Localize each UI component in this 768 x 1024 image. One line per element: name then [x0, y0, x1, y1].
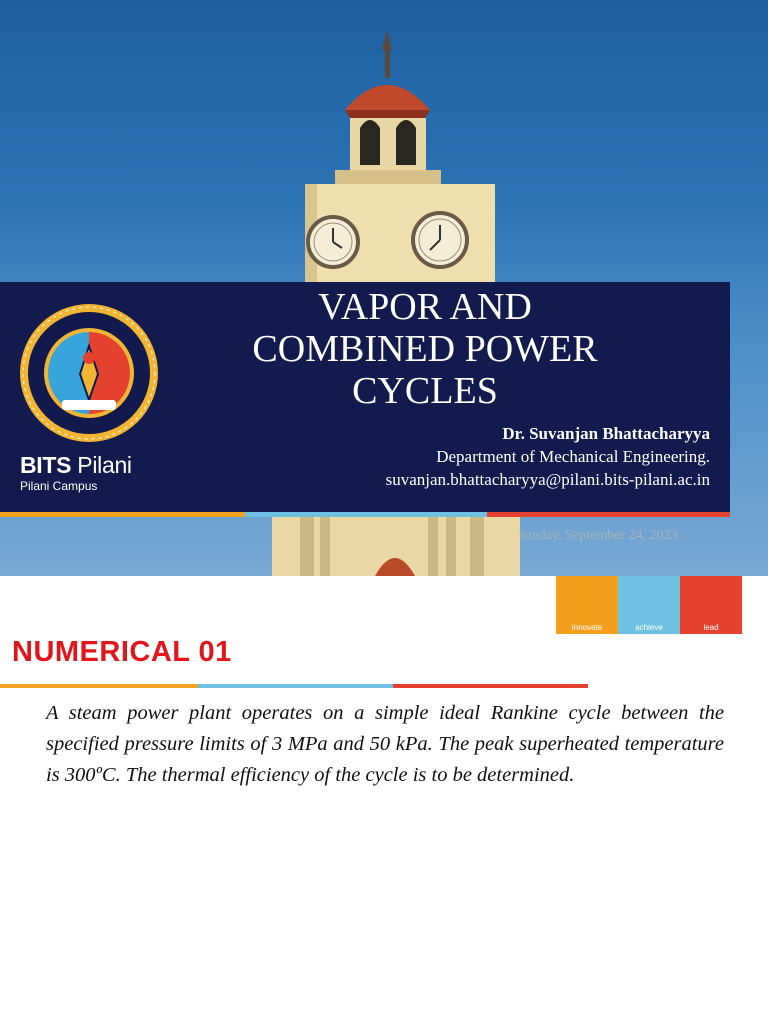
- brand-light: Pilani: [71, 452, 132, 478]
- color-stripe-heading: [0, 684, 588, 688]
- tagline-innovate: [556, 576, 618, 634]
- color-stripe-top: [0, 512, 730, 517]
- author-department: Department of Mechanical Engineering.: [436, 447, 710, 466]
- tagline-achieve-label: achieve: [635, 623, 663, 632]
- brand-block: [20, 452, 132, 493]
- brand-name: [20, 452, 132, 479]
- stripe-blue: [245, 512, 487, 517]
- slide-heading: NUMERICAL 01: [12, 636, 232, 668]
- heading-stripe-yellow: [0, 684, 198, 688]
- title-line-1: VAPOR AND: [318, 286, 532, 328]
- tagline-lead-label: lead: [703, 623, 719, 632]
- author-block: [386, 422, 710, 491]
- heading-stripe-blue: [198, 684, 393, 688]
- presentation-title: [175, 286, 675, 412]
- title-banner: [0, 282, 730, 512]
- tagline-innovate-label: innovate: [571, 623, 603, 632]
- tagline-achieve: [618, 576, 680, 634]
- bits-emblem-icon: [18, 302, 160, 444]
- tagline-banner: [556, 576, 742, 634]
- author-email: suvanjan.bhattacharyya@pilani.bits-pilani.ac.in: [385, 470, 710, 489]
- stripe-red: [487, 512, 730, 517]
- tagline-lead: [680, 576, 742, 634]
- author-name: Dr. Suvanjan Bhattacharyya: [502, 424, 710, 443]
- title-line-2: COMBINED POWER: [252, 328, 598, 370]
- slide-date: Sunday, September 24, 2023: [517, 528, 678, 543]
- stripe-yellow: [0, 512, 245, 517]
- brand-campus: Pilani Campus: [20, 479, 98, 493]
- heading-stripe-red: [393, 684, 588, 688]
- brand-bold: BITS: [20, 452, 72, 478]
- problem-statement: A steam power plant operates on a simple ideal Rankine cycle between the specified pressure limits of 3 MPa and 50 kPa. The peak superheated temperature is 300ºC. The thermal efficiency of the cycle is to be determined.: [46, 702, 724, 786]
- title-line-3: CYCLES: [352, 370, 498, 412]
